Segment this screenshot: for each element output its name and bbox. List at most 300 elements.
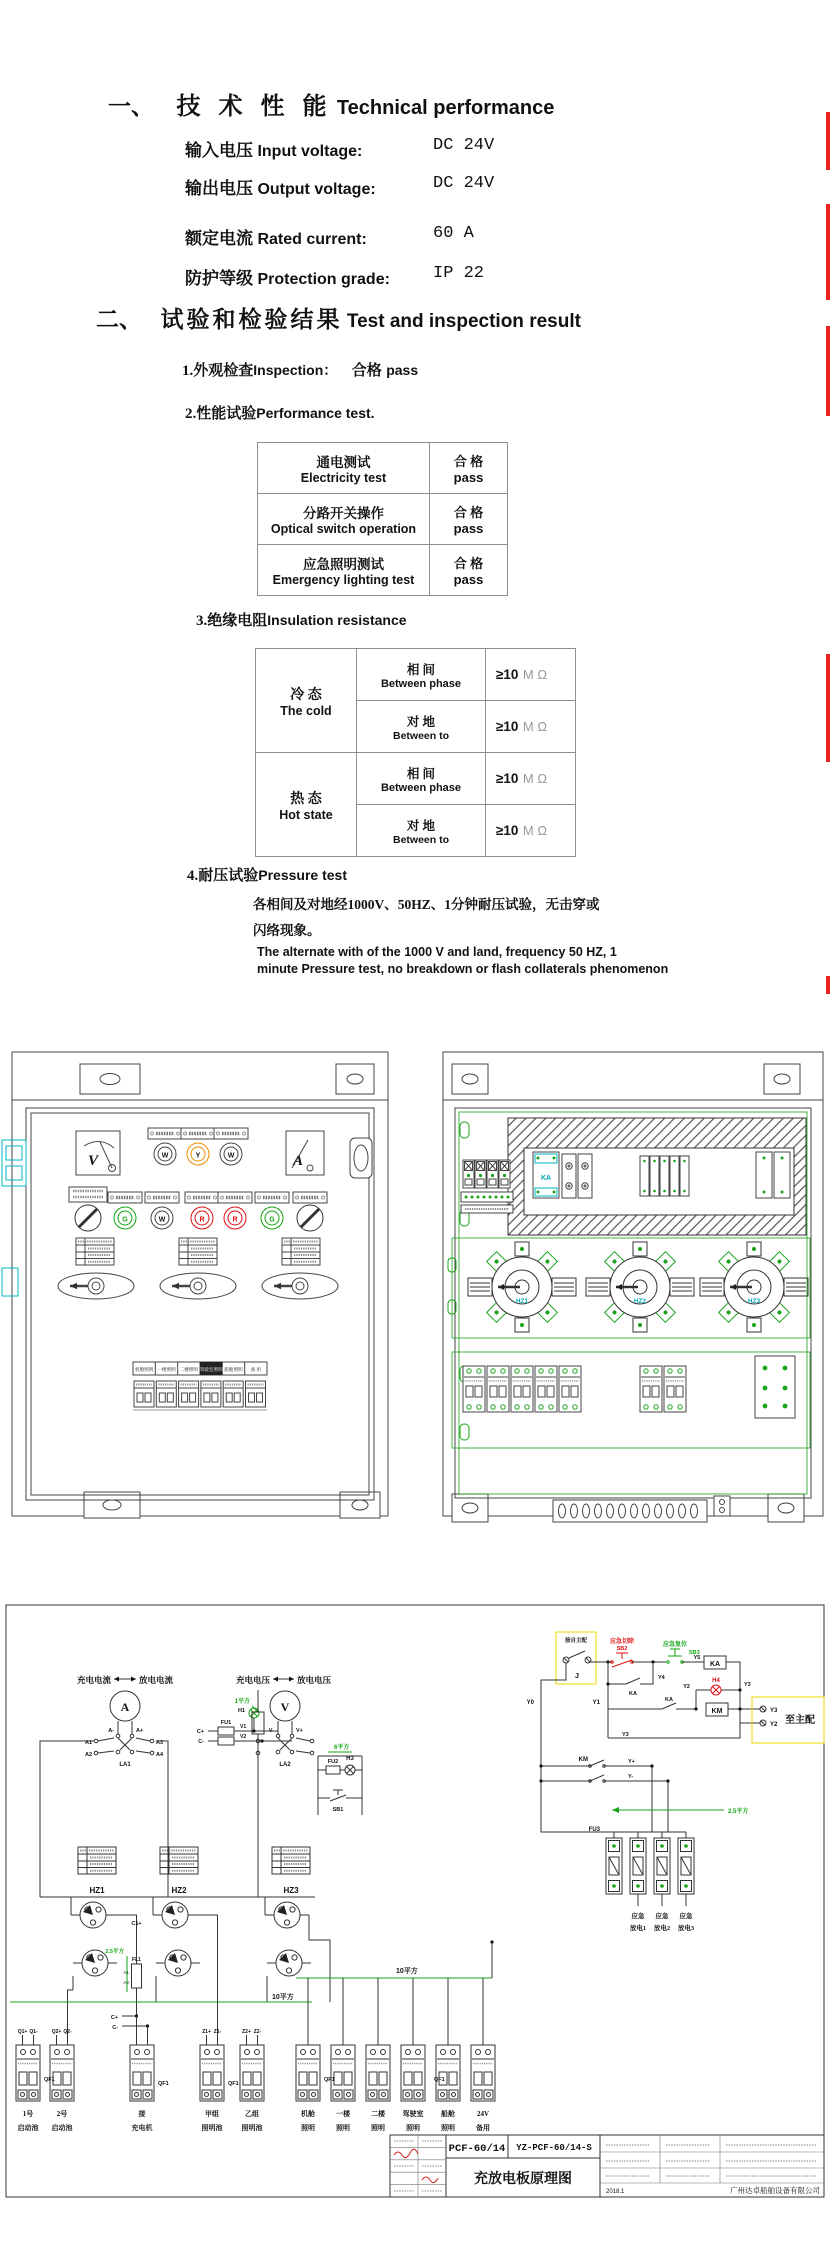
lamp-nameplate <box>293 1192 327 1203</box>
result-en: pass <box>453 572 484 587</box>
terminal-label: Q1+ <box>17 2029 28 2035</box>
item3-zh: 3.绝缘电阻 <box>196 613 268 629</box>
measure-en: Between phase <box>380 781 462 794</box>
ammeter-circuit <box>77 1675 174 1768</box>
label-sb2: SB2 <box>616 1646 628 1652</box>
wire-size-1mm: 1平方 <box>234 1699 250 1705</box>
cam-switch-hz3 <box>700 1242 808 1332</box>
measure-zh: 对 地 <box>406 714 436 729</box>
lamp-nameplate-wide <box>69 1187 107 1202</box>
circuit-label: 船舱照明 <box>224 1367 243 1372</box>
value-number: ≥10 <box>496 770 519 786</box>
pressure-text-en-line2: minute Pressure test, no breakdown or flash collaterals phenomenon <box>257 962 669 976</box>
label-h4: H4 <box>712 1678 720 1684</box>
label-km-coil: KM <box>711 1708 723 1715</box>
mounting-tab <box>452 1064 488 1094</box>
test-result-cell <box>430 494 508 545</box>
breaker-symbol <box>16 2045 40 2101</box>
ammeter-symbol: A <box>120 1700 130 1714</box>
load-emergency-3: 应急 <box>679 1913 693 1920</box>
cam-switch-label: HZ3 <box>747 1298 761 1305</box>
label-h1: H1 <box>237 1708 245 1714</box>
fuse-unit <box>654 1838 670 1894</box>
scan-edge-mark <box>826 112 830 170</box>
label-sb3: SB3 <box>689 1650 700 1656</box>
label-out-y2: Y2 <box>770 1722 778 1728</box>
lamp-letter: W <box>161 1152 169 1160</box>
load-label: 备用 <box>476 2124 490 2132</box>
value-number: ≥10 <box>496 666 519 682</box>
value-cell <box>486 701 576 753</box>
label-h3: H3 <box>346 1756 354 1762</box>
table-row <box>258 443 508 494</box>
item1-en: Inspection： <box>253 362 338 378</box>
spec-label-zh: 输入电压 <box>185 141 253 160</box>
indicator-lamp-white <box>151 1207 173 1229</box>
pressure-text-zh-line2: 闪络现象。 <box>253 923 321 938</box>
value-unit: M Ω <box>522 770 548 786</box>
test-name-cell <box>258 494 430 545</box>
spec-output-voltage <box>185 174 565 199</box>
circuit-label: 驾驶室照明 <box>199 1367 223 1372</box>
label-y3-long: Y3 <box>622 1732 629 1738</box>
terminal-label: Q2+ <box>51 2029 62 2035</box>
item2-en: Performance test. <box>256 405 375 421</box>
switch-nameplate <box>160 1847 198 1874</box>
insulation-resistance-table <box>255 648 576 857</box>
spec-protection-grade <box>185 264 565 289</box>
item-inspection <box>182 359 418 380</box>
result-en: pass <box>453 521 484 536</box>
title-block <box>390 2135 824 2197</box>
fuse-unit <box>678 1838 694 1894</box>
label-ka-coil: KA <box>709 1661 721 1668</box>
load-label: 照明 <box>371 2124 385 2132</box>
label-fl1-a2: A2 <box>123 1980 129 1985</box>
cam-switch-hz1 <box>468 1242 576 1332</box>
label-y-minus: Y- <box>628 1774 634 1780</box>
breaker-symbol <box>331 2045 355 2101</box>
section1-title-en: Technical performance <box>336 97 555 119</box>
lamp-nameplate <box>181 1128 215 1139</box>
load-label: 船舱 <box>441 2110 455 2118</box>
terminal-label: Z1+ <box>202 2029 211 2035</box>
label-j: J <box>575 1673 579 1680</box>
label-c-plus: C+ <box>196 1729 204 1735</box>
load-label: 驾驶室 <box>402 2110 424 2118</box>
mounting-tab <box>80 1064 140 1094</box>
lamp-letter: W <box>158 1216 166 1224</box>
pressure-text-en-line1: The alternate with of the 1000 V and land, frequency 50 HZ, 1 <box>257 945 617 959</box>
load-label: 照明 <box>336 2124 350 2132</box>
test-name-zh: 应急照明测试 <box>303 557 384 572</box>
cabinet-outline <box>12 1052 388 1516</box>
load-label: 照明 <box>406 2124 420 2132</box>
lamp-nameplate <box>108 1192 142 1203</box>
label-v-minus: V- <box>268 1728 274 1734</box>
section2-heading <box>96 301 581 334</box>
rotary-switch-handle <box>160 1273 236 1299</box>
label-c1-plus: C1+ <box>131 1921 142 1927</box>
state-cell-cold <box>256 649 357 753</box>
lamp-nameplate <box>214 1128 248 1139</box>
indicator-lamp-red <box>224 1207 246 1229</box>
label-v1: V1 <box>240 1724 247 1730</box>
label-discharge-voltage: 放电电压 <box>297 1675 332 1685</box>
indicator-lamp-white <box>220 1143 242 1165</box>
ka-relay <box>533 1152 559 1198</box>
load-label: 照明 <box>301 2124 315 2132</box>
indicator-lamp-green <box>261 1207 283 1229</box>
spec-value: 60 A <box>433 224 474 243</box>
load-label: 2号 <box>56 2110 68 2118</box>
scan-edge-mark <box>826 654 830 762</box>
wire-size-6mm: 6平方 <box>334 1745 350 1751</box>
item-performance-test <box>185 402 375 423</box>
breaker-symbol <box>436 2045 460 2101</box>
label-v-plus: V+ <box>296 1728 303 1734</box>
state-zh: 冷 态 <box>290 687 322 703</box>
internal-breaker-row <box>463 1356 795 1418</box>
label-emergency-reset: 应急复位 <box>662 1642 688 1648</box>
load-emergency-2b: 放电2 <box>653 1925 671 1932</box>
measure-en: Between to <box>392 729 449 742</box>
indicator-lamp-yellow <box>187 1143 209 1165</box>
voltmeter-symbol: V <box>280 1700 290 1714</box>
value-unit: M Ω <box>522 822 548 838</box>
cam-switch-label: HZ1 <box>515 1298 529 1305</box>
label-y0: Y0 <box>526 1700 534 1706</box>
cam-contact-diagram <box>265 1902 309 1928</box>
value-unit: M Ω <box>522 666 548 682</box>
label-qf1: QF1 <box>434 2077 445 2083</box>
item3-en: Insulation resistance <box>267 612 407 628</box>
lamp-letter: G <box>122 1216 128 1224</box>
performance-test-table <box>257 442 508 596</box>
rotary-switch-handle <box>58 1273 134 1299</box>
value-cell <box>486 649 576 701</box>
load-label: 照明 <box>441 2124 455 2132</box>
breaker-row <box>133 1381 267 1410</box>
result-zh: 合 格 <box>453 556 484 571</box>
label-a2: A2 <box>84 1752 92 1758</box>
lamp-letter: Y <box>195 1152 201 1160</box>
breaker-symbol <box>200 2045 224 2101</box>
terminal-label: C- <box>112 2025 118 2031</box>
test-name-zh: 通电测试 <box>316 455 371 470</box>
circuit-label: 备 用 <box>250 1367 262 1372</box>
lamp-nameplate <box>218 1192 252 1203</box>
mounting-tab <box>84 1492 140 1518</box>
din-modules <box>562 1154 592 1198</box>
outgoing-breaker-section <box>16 1940 495 2132</box>
spec-value: DC 24V <box>433 136 495 155</box>
breaker-symbol <box>296 2045 320 2101</box>
measure-en: Between to <box>392 833 449 846</box>
label-la1: LA1 <box>119 1762 131 1768</box>
item2-zh: 2.性能试验 <box>185 406 257 422</box>
measure-cell <box>357 805 486 857</box>
label-fu1: FU1 <box>220 1720 232 1726</box>
load-label: 启动池 <box>17 2124 39 2132</box>
load-emergency-2: 应急 <box>655 1913 669 1920</box>
section2-title-zh: 试验和检验结果 <box>160 307 343 332</box>
section1-heading <box>108 86 554 121</box>
wire-size-10mm-a: 10平方 <box>272 1994 294 2001</box>
measure-cell <box>357 701 486 753</box>
load-label: 一楼 <box>336 2110 350 2118</box>
circuit-label: 机舱照明 <box>135 1367 154 1372</box>
selector-knob <box>297 1205 323 1231</box>
door-latch <box>350 1138 372 1178</box>
lamp-nameplate <box>185 1192 219 1203</box>
test-name-cell <box>258 443 430 494</box>
section1-number: 一、 <box>108 94 154 119</box>
label-qf1: QF1 <box>324 2077 335 2083</box>
terminal-label: C+ <box>110 2015 118 2021</box>
load-emergency-1: 应急 <box>631 1913 645 1920</box>
breaker-symbol <box>401 2045 425 2101</box>
switch-nameplate <box>272 1847 310 1874</box>
load-label: 接 <box>138 2110 146 2118</box>
item1-result-en: pass <box>386 362 419 378</box>
voltmeter-letter: V <box>88 1153 99 1169</box>
fuse-carrier-group <box>461 1160 513 1213</box>
cam-contact-diagram <box>153 1902 197 1928</box>
hinge <box>2 1140 26 1296</box>
label-qf1: QF1 <box>158 2081 169 2087</box>
test-name-cell <box>258 545 430 596</box>
load-emergency-3b: 放电3 <box>677 1925 695 1932</box>
item4-zh: 4.耐压试验 <box>187 868 259 884</box>
spec-rated-current <box>185 224 565 249</box>
lamp-test-branch <box>318 1743 362 1815</box>
wire-size-10mm-b: 10平方 <box>396 1968 418 1975</box>
state-zh: 热 态 <box>290 791 322 807</box>
load-label: 充电机 <box>131 2124 153 2132</box>
value-number: ≥10 <box>496 718 519 734</box>
pressure-text-zh-line1: 各相间及对地经1000V、50HZ、1分钟耐压试验，无击穿或 <box>253 897 600 912</box>
switch-nameplate-table <box>179 1238 217 1265</box>
wire-size-2.5mm-a: 2.5平方 <box>105 1949 124 1955</box>
test-result-cell <box>430 443 508 494</box>
circuit-label: 一楼照明 <box>157 1367 176 1372</box>
label-to-main-board: 至主配 <box>785 1715 815 1726</box>
state-cell-hot <box>256 753 357 857</box>
label-c-minus: C- <box>198 1739 204 1745</box>
load-label: 1号 <box>22 2110 34 2118</box>
label-discharge-current: 放电电流 <box>139 1675 174 1685</box>
label-charge-voltage: 充电电压 <box>236 1675 271 1685</box>
selector-knob <box>75 1205 101 1231</box>
indicator-lamp-green <box>114 1207 136 1229</box>
load-label: 照明池 <box>241 2124 263 2132</box>
breaker-symbol <box>50 2045 74 2101</box>
value-unit: M Ω <box>522 718 548 734</box>
label-y5: Y5 <box>693 1655 701 1661</box>
item1-result-zh: 合格 <box>351 363 382 379</box>
value-cell <box>486 753 576 805</box>
measure-zh: 相 间 <box>406 766 436 781</box>
illegible-small-text <box>606 2145 816 2176</box>
label-from-main-board: 接自主配 <box>564 1638 588 1644</box>
label-qf1: QF1 <box>228 2081 239 2087</box>
test-name-en: Electricity test <box>300 471 387 485</box>
cam-contact-diagram <box>267 1950 311 1976</box>
mounting-tab <box>336 1064 374 1094</box>
measure-zh: 对 地 <box>406 818 436 833</box>
table-row <box>256 753 576 805</box>
spec-label-en: Output voltage: <box>257 181 376 198</box>
test-name-zh: 分路开关操作 <box>303 506 384 521</box>
cam-switch-label: HZ2 <box>633 1298 647 1305</box>
terminal-label: Q1- <box>29 2029 38 2035</box>
drawing-code: YZ-PCF-60/14-S <box>516 2143 592 2153</box>
breaker-symbol <box>471 2045 495 2101</box>
section2-title-en: Test and inspection result <box>346 311 581 332</box>
measure-cell <box>357 753 486 805</box>
drawing-frame <box>6 1605 824 2197</box>
drawing-model: PCF-60/14 <box>448 2143 506 2155</box>
cam-contact-diagram <box>71 1902 115 1928</box>
test-name-en: Optical switch operation <box>270 522 417 536</box>
right-cabinet-internal-view <box>443 1052 823 1522</box>
label-km-contact: KM <box>578 1757 588 1763</box>
cabinet-drawings <box>0 1030 830 1542</box>
indicator-lamp-white <box>154 1143 176 1165</box>
item-insulation <box>196 609 407 630</box>
section2-number: 二、 <box>96 307 142 332</box>
label-ka-contact2: KA <box>665 1697 673 1703</box>
label-a1: A1 <box>84 1740 92 1746</box>
ka-relay-label: KA <box>540 1175 552 1182</box>
lamp-letter: R <box>199 1216 205 1224</box>
circuit-label: 二楼照明 <box>179 1367 198 1372</box>
company-name: 广州达卓船舶设备有限公司 <box>730 2186 820 2195</box>
label-hz3: HZ3 <box>283 1886 299 1895</box>
load-label: 24V <box>476 2110 490 2118</box>
panel-ammeter <box>286 1131 324 1175</box>
spec-label-en: Input voltage: <box>257 143 363 160</box>
indicator-lamp-red <box>191 1207 213 1229</box>
breaker-symbol <box>366 2045 390 2101</box>
label-a4: A4 <box>156 1752 164 1758</box>
label-y4: Y4 <box>658 1675 665 1681</box>
label-fl1-a1: A1 <box>123 1970 129 1975</box>
label-fu2: FU2 <box>327 1759 339 1765</box>
label-fl1: FL1 <box>132 1957 141 1963</box>
lamp-nameplate <box>255 1192 289 1203</box>
label-a-plus: A+ <box>136 1728 144 1734</box>
value-number: ≥10 <box>496 822 519 838</box>
label-la2: LA2 <box>279 1762 291 1768</box>
test-result-cell <box>430 545 508 596</box>
lamp-letter: W <box>227 1152 235 1160</box>
switch-nameplate-table <box>76 1238 114 1265</box>
label-hz1: HZ1 <box>89 1886 105 1895</box>
cam-switch-hz2 <box>586 1242 694 1332</box>
lamp-letter: R <box>232 1216 238 1224</box>
rotary-switch-handle <box>262 1273 338 1299</box>
panel-voltmeter <box>76 1131 120 1175</box>
emergency-control-circuit <box>527 1632 824 1932</box>
spec-label-zh: 防护等级 <box>185 269 253 288</box>
label-y-plus: Y+ <box>628 1759 635 1765</box>
label-fu3: FU3 <box>588 1827 600 1833</box>
ammeter-letter: A <box>293 1153 304 1169</box>
table-row <box>258 545 508 596</box>
item4-en: Pressure test <box>258 867 347 883</box>
terminal-modules <box>640 1152 790 1198</box>
result-zh: 合 格 <box>453 505 484 520</box>
table-row <box>256 649 576 701</box>
load-emergency-1b: 放电1 <box>629 1925 647 1932</box>
section1-title-zh: 技 术 性 能 <box>176 94 333 120</box>
spec-input-voltage <box>185 136 565 161</box>
drawing-title: 充放电板原理图 <box>474 2172 572 2187</box>
label-out-y3: Y3 <box>770 1708 778 1714</box>
label-v2: V2 <box>240 1734 247 1740</box>
label-charge-current: 充电电流 <box>77 1675 112 1685</box>
terminal-label: Z1- <box>213 2029 222 2035</box>
item-pressure-test <box>187 864 347 885</box>
load-label: 照明池 <box>201 2124 223 2132</box>
terminal-label: Z2- <box>253 2029 262 2035</box>
test-name-en: Emergency lighting test <box>272 573 415 587</box>
circuit-schematic <box>0 1600 830 2254</box>
label-ka-contact1: KA <box>629 1691 637 1697</box>
label-hz2: HZ2 <box>171 1886 187 1895</box>
result-zh: 合 格 <box>453 454 484 469</box>
fuse-unit <box>630 1838 646 1894</box>
load-label: 甲组 <box>205 2110 219 2118</box>
state-en: Hot state <box>279 807 333 822</box>
switch-nameplate <box>78 1847 116 1874</box>
cam-contact-diagram <box>156 1950 200 1976</box>
label-emergency-cutoff: 应急切除 <box>609 1639 635 1645</box>
label-y2: Y2 <box>683 1684 690 1690</box>
breaker-label-strip <box>133 1362 267 1375</box>
fuse-unit <box>606 1838 622 1894</box>
switch-nameplate-table <box>282 1238 320 1265</box>
spec-label-en: Rated current: <box>257 231 367 248</box>
measure-cell <box>357 649 486 701</box>
result-en: pass <box>453 470 484 485</box>
label-a3: A3 <box>156 1740 164 1746</box>
spec-value: IP 22 <box>433 264 485 283</box>
table-row <box>258 494 508 545</box>
spec-label-zh: 额定电流 <box>185 229 253 248</box>
wire-size-2.5mm-b: 2.5平方 <box>728 1809 749 1815</box>
value-cell <box>486 805 576 857</box>
terminal-label: Q2- <box>63 2029 72 2035</box>
lamp-nameplate <box>148 1128 182 1139</box>
cable-gland-strip <box>553 1496 730 1522</box>
load-label: 启动池 <box>51 2124 73 2132</box>
drawing-date: 2018.1 <box>606 2189 625 2195</box>
spec-label-en: Protection grade: <box>257 271 390 288</box>
scan-edge-mark <box>826 204 830 300</box>
mounting-tab <box>764 1064 800 1094</box>
load-label: 二楼 <box>371 2110 385 2118</box>
lamp-letter: G <box>269 1216 275 1224</box>
item1-zh: 1.外观检查 <box>182 363 254 379</box>
scan-edge-mark <box>826 326 830 416</box>
terminal-label: Z2+ <box>242 2029 251 2035</box>
load-label: 乙组 <box>245 2110 259 2118</box>
measure-zh: 相 间 <box>406 662 436 677</box>
label-sb1: SB1 <box>332 1807 344 1813</box>
